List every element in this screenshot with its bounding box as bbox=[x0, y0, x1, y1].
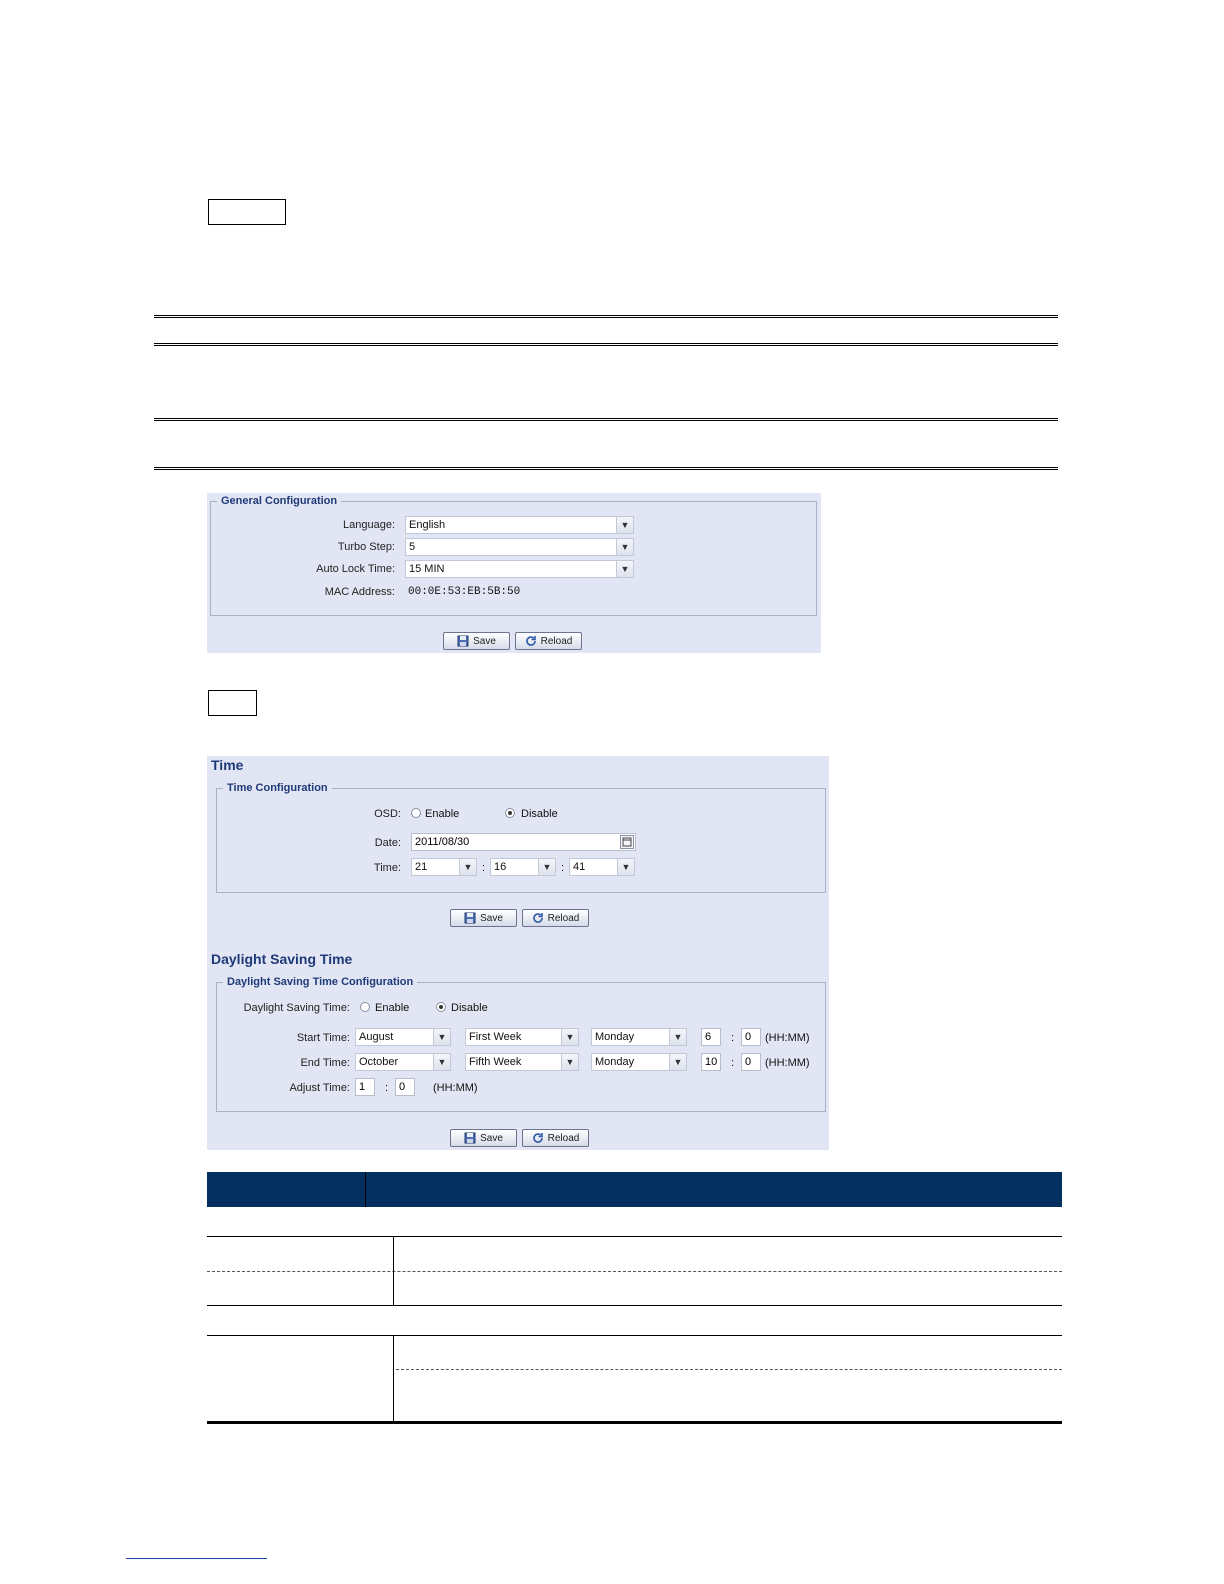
end-hour-input[interactable] bbox=[701, 1053, 721, 1071]
floppy-disk-icon bbox=[457, 635, 469, 647]
table-rule bbox=[207, 1236, 1062, 1237]
time-panel bbox=[207, 756, 829, 1150]
chevron-down-icon[interactable]: ▼ bbox=[561, 1029, 578, 1045]
start-minute-value: 0 bbox=[745, 1031, 752, 1043]
chevron-down-icon[interactable]: ▼ bbox=[561, 1054, 578, 1070]
calendar-icon[interactable] bbox=[620, 835, 634, 849]
chevron-down-icon[interactable]: ▼ bbox=[616, 539, 633, 555]
refresh-icon bbox=[532, 1132, 544, 1144]
osd-disable-label: Disable bbox=[521, 808, 558, 820]
start-hour-input[interactable] bbox=[701, 1028, 721, 1046]
table-rule bbox=[207, 1421, 1062, 1424]
table-header-divider bbox=[365, 1172, 366, 1207]
end-minute-value: 0 bbox=[745, 1056, 752, 1068]
osd-label: OSD: bbox=[374, 808, 401, 820]
minute-select[interactable] bbox=[490, 858, 556, 876]
floppy-disk-icon bbox=[464, 1132, 476, 1144]
start-day-value: Monday bbox=[595, 1031, 635, 1043]
language-select[interactable] bbox=[405, 516, 634, 534]
start-week-value: First Week bbox=[469, 1031, 522, 1043]
adjust-time-label: Adjust Time: bbox=[289, 1082, 350, 1094]
adjust-minute-value: 0 bbox=[399, 1081, 406, 1093]
reload-label: Reload bbox=[547, 1132, 580, 1144]
general-config-legend: General Configuration bbox=[221, 495, 338, 507]
document-label-box-2 bbox=[208, 690, 257, 716]
end-week-select[interactable] bbox=[465, 1053, 579, 1071]
adjust-hour-value: 1 bbox=[359, 1081, 366, 1093]
table-rule bbox=[207, 1335, 1062, 1336]
end-day-value: Monday bbox=[595, 1056, 635, 1068]
turbo-step-value: 5 bbox=[409, 541, 416, 553]
document-rule bbox=[154, 418, 1058, 421]
start-hhmm-hint: (HH:MM) bbox=[765, 1032, 810, 1044]
save-label: Save bbox=[480, 1132, 503, 1144]
auto-lock-time-label: Auto Lock Time: bbox=[316, 563, 395, 575]
language-value: English bbox=[409, 519, 446, 531]
osd-enable-radio[interactable] bbox=[411, 808, 421, 818]
adjust-hour-input[interactable] bbox=[355, 1078, 375, 1096]
second-value: 41 bbox=[573, 861, 586, 873]
end-separator: : bbox=[731, 1057, 735, 1069]
chevron-down-icon[interactable]: ▼ bbox=[616, 561, 633, 577]
end-day-select[interactable] bbox=[591, 1053, 687, 1071]
dst-title: Daylight Saving Time bbox=[211, 951, 353, 967]
hour-value: 21 bbox=[415, 861, 428, 873]
adjust-minute-input[interactable] bbox=[395, 1078, 415, 1096]
language-label: Language: bbox=[343, 519, 395, 531]
dst-enable-label: Enable bbox=[375, 1002, 410, 1014]
date-input[interactable] bbox=[411, 833, 636, 851]
document-rule bbox=[154, 467, 1058, 470]
adjust-separator: : bbox=[385, 1082, 389, 1094]
save-label: Save bbox=[473, 635, 496, 647]
start-week-select[interactable] bbox=[465, 1028, 579, 1046]
mac-address-label: MAC Address: bbox=[324, 586, 395, 598]
mac-address-value: 00:0E:53:EB:5B:50 bbox=[408, 586, 521, 598]
chevron-down-icon[interactable]: ▼ bbox=[616, 517, 633, 533]
footer-link-underline bbox=[126, 1558, 267, 1559]
reload-label: Reload bbox=[540, 635, 573, 647]
table-column-divider bbox=[393, 1236, 394, 1306]
start-separator: : bbox=[731, 1032, 735, 1044]
reload-button[interactable] bbox=[515, 632, 582, 650]
date-label: Date: bbox=[374, 837, 401, 849]
save-button[interactable] bbox=[443, 632, 510, 650]
turbo-step-label: Turbo Step: bbox=[337, 541, 395, 553]
start-month-value: August bbox=[359, 1031, 394, 1043]
refresh-icon bbox=[525, 635, 537, 647]
start-month-select[interactable] bbox=[355, 1028, 451, 1046]
dst-enable-radio[interactable] bbox=[360, 1002, 370, 1012]
start-time-label: Start Time: bbox=[296, 1032, 350, 1044]
time-separator: : bbox=[482, 862, 486, 874]
save-button[interactable] bbox=[450, 1129, 517, 1147]
table-column-divider bbox=[393, 1335, 394, 1422]
osd-enable-label: Enable bbox=[425, 808, 460, 820]
turbo-step-select[interactable] bbox=[405, 538, 634, 556]
chevron-down-icon[interactable]: ▼ bbox=[617, 859, 634, 875]
auto-lock-time-value: 15 MIN bbox=[409, 563, 445, 575]
table-row-divider bbox=[396, 1369, 1062, 1370]
chevron-down-icon[interactable]: ▼ bbox=[669, 1029, 686, 1045]
end-month-select[interactable] bbox=[355, 1053, 451, 1071]
end-week-value: Fifth Week bbox=[469, 1056, 522, 1068]
table-row-divider bbox=[207, 1271, 1062, 1272]
save-label: Save bbox=[480, 912, 503, 924]
chevron-down-icon[interactable]: ▼ bbox=[538, 859, 555, 875]
time-config-legend: Time Configuration bbox=[227, 782, 328, 794]
end-hour-value: 10 bbox=[705, 1056, 718, 1068]
reload-button[interactable] bbox=[522, 1129, 589, 1147]
hour-select[interactable] bbox=[411, 858, 477, 876]
general-config-panel bbox=[207, 493, 821, 653]
minute-value: 16 bbox=[494, 861, 507, 873]
end-minute-input[interactable] bbox=[741, 1053, 761, 1071]
document-rule bbox=[154, 343, 1058, 346]
document-label-box-1 bbox=[208, 199, 286, 225]
dst-disable-radio[interactable] bbox=[436, 1002, 446, 1012]
reload-button[interactable] bbox=[522, 909, 589, 927]
end-month-value: October bbox=[359, 1056, 399, 1068]
date-value: 2011/08/30 bbox=[415, 836, 470, 848]
save-button[interactable] bbox=[450, 909, 517, 927]
auto-lock-time-select[interactable] bbox=[405, 560, 634, 578]
osd-disable-radio[interactable] bbox=[505, 808, 515, 818]
adjust-hhmm-hint: (HH:MM) bbox=[433, 1082, 478, 1094]
dst-disable-label: Disable bbox=[451, 1002, 488, 1014]
start-hour-value: 6 bbox=[705, 1031, 712, 1043]
second-select[interactable] bbox=[569, 858, 635, 876]
chevron-down-icon[interactable]: ▼ bbox=[669, 1054, 686, 1070]
table-header bbox=[207, 1172, 1062, 1207]
dst-label: Daylight Saving Time: bbox=[243, 1002, 350, 1014]
time-title: Time bbox=[211, 757, 244, 773]
document-rule bbox=[154, 315, 1058, 318]
chevron-down-icon[interactable]: ▼ bbox=[459, 859, 476, 875]
end-hhmm-hint: (HH:MM) bbox=[765, 1057, 810, 1069]
floppy-disk-icon bbox=[464, 912, 476, 924]
refresh-icon bbox=[532, 912, 544, 924]
start-day-select[interactable] bbox=[591, 1028, 687, 1046]
time-separator: : bbox=[561, 862, 565, 874]
reload-label: Reload bbox=[547, 912, 580, 924]
start-minute-input[interactable] bbox=[741, 1028, 761, 1046]
chevron-down-icon[interactable]: ▼ bbox=[433, 1054, 450, 1070]
end-time-label: End Time: bbox=[300, 1057, 350, 1069]
table-rule bbox=[207, 1305, 1062, 1306]
time-label: Time: bbox=[373, 862, 401, 874]
chevron-down-icon[interactable]: ▼ bbox=[433, 1029, 450, 1045]
dst-config-legend: Daylight Saving Time Configuration bbox=[227, 976, 414, 988]
